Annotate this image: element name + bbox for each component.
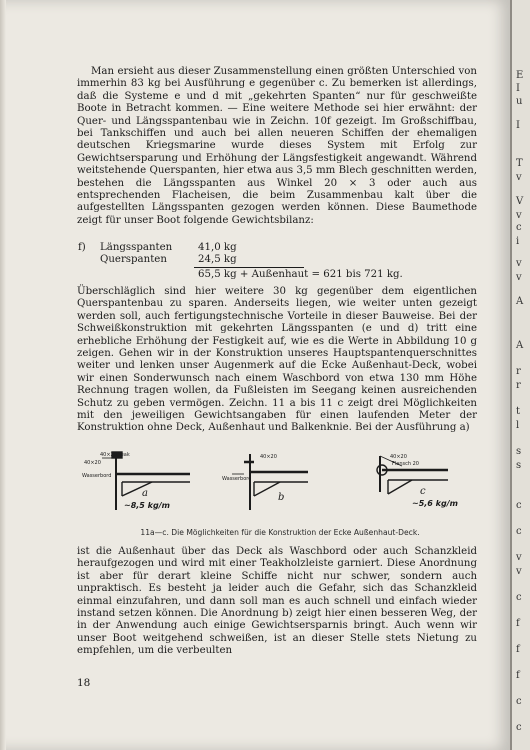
calc-label: f): [78, 242, 86, 253]
c-weight: ~5,6 kg/m: [412, 499, 458, 508]
facing-letter: f: [516, 670, 520, 681]
a-top-label: 40×20 Teak: [100, 452, 130, 458]
paragraph-2-text: Überschläglich sind hier weitere 30 kg gegenüber dem eigentlichen Querspantenbau zu sparen. Anderseits liegen, wie weiter unten gezeigt werden soll, auch fertigungstechnische Vorteile in dieser Bauweise. Bei der Schweißkonstruktion mit gekehrten Längsspanten (e und d) tritt eine erhebliche Erhöhung der Festigkeit auf, wie es die Werte in Abbildung 10 g zeigen. Gehen wir in der Konstruktion unseres Hauptspantenquerschnittes weiter und lenken unser Augenmerk auf die Ecke Außenhaut-Deck, wobei wir einen Sonderwunsch nach einem Waschbord von etwa 130 mm Höhe Rechnung tragen wollen, da Fußleisten im Seegang keinen ausreichenden Schutz zu geben vermögen. Zeichn. 11 a bis 11 c zeigt drei Möglichkeiten mit den jeweiligen Gewichtsangaben für einen laufenden Meter der Konstruktion ohne Deck, Außenhaut und Balkenknie. Bei der Ausführung a): [77, 286, 477, 434]
calc-row2-value: 24,5 kg: [198, 254, 237, 265]
a-letter: a: [142, 488, 148, 499]
facing-letter: v: [516, 172, 522, 183]
facing-letter: r: [516, 366, 521, 377]
facing-letter: A: [516, 340, 524, 351]
facing-letter: V: [516, 196, 524, 207]
facing-letter: c: [516, 222, 522, 233]
facing-letter: c: [516, 526, 522, 537]
facing-letter: T: [516, 158, 523, 169]
facing-letter: f: [516, 644, 520, 655]
page-gutter-shadow: [0, 0, 6, 750]
calc-sum: 65,5 kg + Außenhaut = 621 bis 721 kg.: [198, 269, 403, 280]
facing-letter: v: [516, 566, 522, 577]
c-top-label: 40×20: [390, 454, 407, 460]
facing-letter: v: [516, 210, 522, 221]
calc-sum-rule: [194, 267, 304, 268]
facing-letter: v: [516, 258, 522, 269]
paragraph-construction: [77, 286, 477, 435]
calc-row2-name: Querspanten: [100, 254, 167, 265]
facing-letter: s: [516, 460, 522, 471]
facing-letter: l: [516, 420, 520, 431]
facing-letter: s: [516, 446, 522, 457]
figure-11-drawings: [82, 448, 472, 522]
b-left-label: Wasserbord: [222, 476, 252, 482]
a-top2-label: 40×20: [84, 460, 101, 466]
facing-page-edge: [510, 0, 530, 750]
facing-letter: I: [516, 120, 520, 131]
facing-letter: c: [516, 500, 522, 511]
c-top2-label: Flansch 20: [392, 461, 419, 467]
page-number: 18: [77, 677, 91, 689]
facing-letter: v: [516, 552, 522, 563]
figure-caption: 11a—c. Die Möglichkeiten für die Konstruktion der Ecke Außenhaut-Deck.: [140, 528, 420, 537]
facing-letter: v: [516, 272, 522, 283]
facing-letter: I: [516, 83, 520, 94]
a-weight: ~8,5 kg/m: [124, 501, 170, 510]
facing-letter: u: [516, 96, 523, 107]
paragraph-arrangement: [77, 546, 477, 658]
facing-letter: c: [516, 696, 522, 707]
facing-letter: t: [516, 406, 521, 417]
facing-letter: f: [516, 618, 520, 629]
facing-letter: c: [516, 722, 522, 733]
calc-row1-value: 41,0 kg: [198, 242, 237, 253]
facing-letter: i: [516, 236, 520, 247]
calc-row1-name: Längsspanten: [100, 242, 173, 253]
b-top-label: 40×20: [260, 454, 277, 460]
paragraph-3-text: ist die Außenhaut über das Deck als Waschbord oder auch Schanzkleid heraufgezogen und wird mit einer Teakholzleiste garniert. Diese Anordnung ist aber für derart kleine Schiffe nicht nur schwer, sondern auch unpraktisch. Es besteht ja leider auch die Gefahr, sich das Schanzkleid einmal einzufahren, und dann soll man es auch schnell und einfach wieder instand setzen können. Die Anordnung b) zeigt hier einen besseren Weg, der in der Anwendung auch einige Gewichtsersparnis bringt. Auch wenn wir unser Boot weitgehend schweißen, ist an dieser Stelle stets Nietung zu empfehlen, um die verbeulten: [77, 546, 477, 657]
paragraph-intro: [77, 66, 477, 227]
facing-letter: E: [516, 70, 524, 81]
facing-letter: r: [516, 380, 521, 391]
facing-letter: c: [516, 592, 522, 603]
facing-letter: A: [516, 296, 524, 307]
b-letter: b: [278, 492, 285, 503]
c-letter: c: [420, 486, 426, 497]
drawing-b: [232, 454, 308, 510]
paragraph-1-text: Man ersieht aus dieser Zusammenstellung einen größten Unterschied von immerhin 83 kg bei Ausführung e gegenüber c. Zu bemerken ist allerdings, daß die Systeme e und d mit „gekehrten Spanten“ nur für geschweißte Boote in Betracht kommen. — Eine weitere Methode sei hier erwähnt: der Quer- und Längsspantenbau wie in Zeichn. 10f gezeigt. Im Großschiffbau, bei Tankschiffen und auch bei allen neueren Schiffen der ehemaligen deutschen Kriegsmarine wurde dieses System mit Erfolg zur Gewichtsersparung und Erhöhung der Längsfestigkeit angewandt. Während weitstehende Querspanten, hier etwa aus 3,5 mm Blech geschnitten werden, bestehen die Längsspanten aus Winkel 20 × 3 oder auch aus entsprechenden Flacheisen, die beim Zusammenbau kalt über die aufgestellten Längsspanten gezogen werden können. Diese Baumethode zeigt für unser Boot folgende Gewichtsbilanz:: [77, 66, 477, 226]
a-left-label: Wasserbord: [82, 473, 112, 479]
figure-11-svg: [82, 448, 472, 522]
